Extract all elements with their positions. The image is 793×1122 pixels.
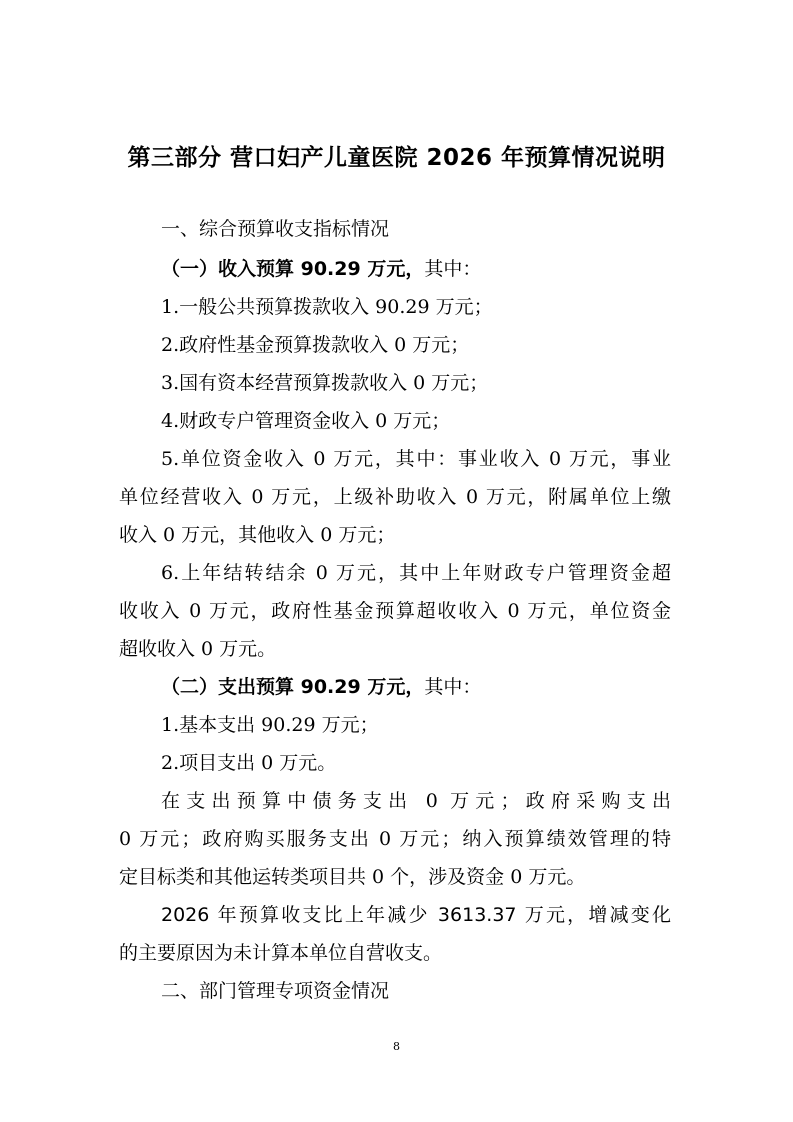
expense-para-line-1: 在支出预算中债务支出 0 万元；政府采购支出 [161, 790, 671, 812]
expense-item-1: 1.基本支出 90.29 万元； [161, 714, 379, 736]
income-item-5-line-1: 5.单位资金收入 0 万元，其中：事业收入 0 万元，事业 [161, 448, 671, 470]
expense-para-line-3: 定目标类和其他运转类项目共 0 个，涉及资金 0 万元。 [119, 866, 586, 888]
income-heading-bold: （一）收入预算 90.29 万元， [161, 258, 425, 280]
income-item-6-line-3: 超收收入 0 万元。 [119, 638, 277, 660]
income-heading [161, 254, 481, 284]
income-item-6-line-1: 6.上年结转结余 0 万元，其中上年财政专户管理资金超 [161, 562, 671, 584]
change-line-1: 2026 年预算收支比上年减少 3613.37 万元，增减变化 [161, 904, 671, 926]
page-title: 第三部分 营口妇产儿童医院 2026 年预算情况说明 [127, 145, 666, 171]
expense-heading [161, 672, 481, 702]
income-item-6-line-2: 收收入 0 万元，政府性基金预算超收收入 0 万元，单位资金 [119, 600, 671, 622]
section-heading-2: 二、部门管理专项资金情况 [161, 980, 390, 1002]
income-item-5-line-3: 收入 0 万元，其他收入 0 万元； [119, 524, 396, 546]
section-heading-1: 一、综合预算收支指标情况 [161, 218, 390, 240]
expense-heading-bold: （二）支出预算 90.29 万元， [161, 676, 425, 698]
income-item-3: 3.国有资本经营预算拨款收入 0 万元； [161, 372, 489, 394]
income-item-2: 2.政府性基金预算拨款收入 0 万元； [161, 334, 470, 356]
expense-heading-rest: 其中： [424, 676, 482, 698]
income-item-5-line-2: 单位经营收入 0 万元，上级补助收入 0 万元，附属单位上缴 [119, 486, 671, 508]
income-item-1: 1.一般公共预算拨款收入 90.29 万元； [161, 296, 493, 318]
income-item-4: 4.财政专户管理资金收入 0 万元； [161, 410, 451, 432]
expense-item-2: 2.项目支出 0 万元。 [161, 752, 337, 774]
income-heading-rest: 其中： [424, 258, 482, 280]
page-number: 8 [393, 1040, 400, 1053]
expense-para-line-2: 0 万元；政府购买服务支出 0 万元；纳入预算绩效管理的特 [119, 828, 671, 850]
change-line-2: 的主要原因为未计算本单位自营收支。 [119, 942, 443, 964]
